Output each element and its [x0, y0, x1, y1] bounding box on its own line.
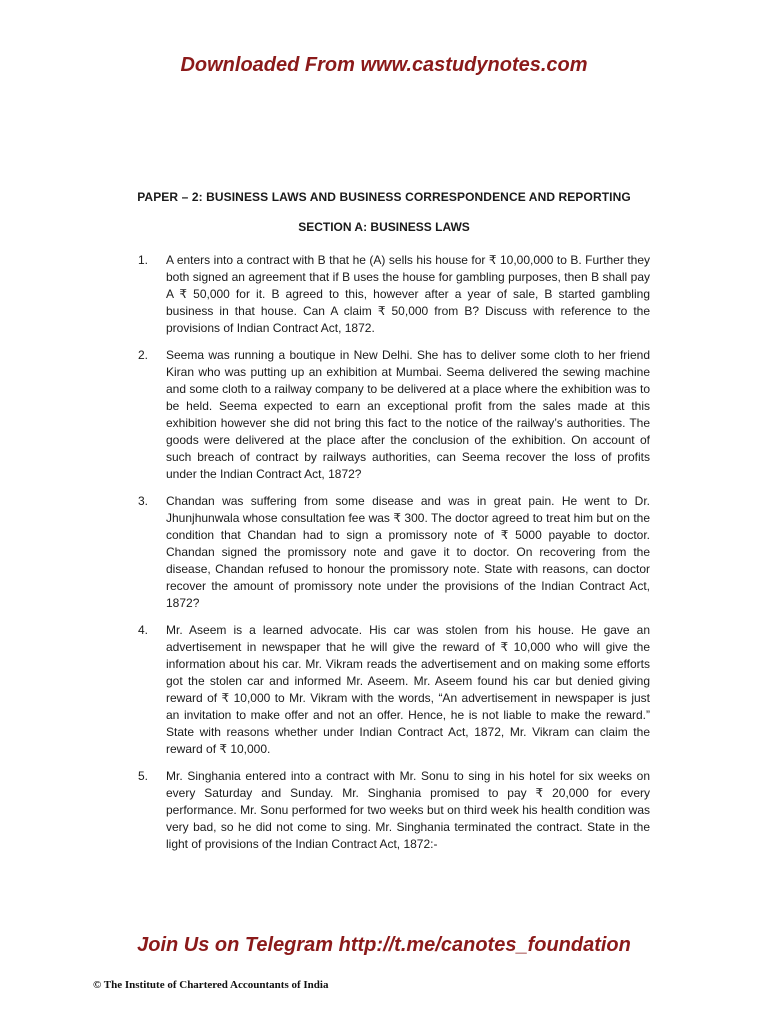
question-number: 4. [138, 623, 149, 637]
question-2 [138, 347, 650, 483]
question-text: Chandan was suffering from some disease and was in great pain. He went to Dr. Jhunjhunwala whose consultation fee was ₹ 300. The doctor agreed to treat him but on the condition that Chandan had to sign a promissory note of ₹ 5000 payable to doctor. Chandan signed the promissory note and gave it to doctor. On recovering from the disease, Chandan refused to honour the promissory note. State with reasons, can doctor recover the amount of promissory note under the provisions of the Indian Contract Act, 1872? [166, 494, 650, 610]
question-number: 1. [138, 253, 149, 267]
question-3 [138, 493, 650, 612]
question-text: Mr. Singhania entered into a contract with Mr. Sonu to sing in his hotel for six weeks on every Saturday and Sunday. Mr. Singhania promised to pay ₹ 20,000 for every performance. Mr. Sonu performed for two weeks but on third week his health condition was very bad, so he did not come to sing. Mr. Singhania terminated the contract. State in the light of provisions of the Indian Contract Act, 1872:- [166, 769, 650, 851]
copyright-footer: © The Institute of Chartered Accountants of India [93, 979, 329, 991]
question-list [138, 252, 650, 863]
question-number: 5. [138, 769, 149, 783]
question-number: 3. [138, 494, 149, 508]
paper-title: PAPER – 2: BUSINESS LAWS AND BUSINESS CORRESPONDENCE AND REPORTING [137, 190, 631, 204]
question-1 [138, 252, 650, 337]
question-5 [138, 768, 650, 853]
question-text: Mr. Aseem is a learned advocate. His car was stolen from his house. He gave an advertisement in newspaper that he will give the reward of ₹ 10,000 who will give the information about his car. Mr. Vikram reads the advertisement and on making some efforts got the stolen car and informed Mr. Aseem. Mr. Aseem found his car but denied giving reward of ₹ 10,000 to Mr. Vikram with the words, “An advertisement in newspaper is just an invitation to make offer and not an offer. Hence, he is not liable to make the reward.” State with reasons whether under Indian Contract Act, 1872, Mr. Vikram can claim the reward of ₹ 10,000. [166, 623, 650, 756]
question-text: Seema was running a boutique in New Delhi. She has to deliver some cloth to her friend Kiran who was putting up an exhibition at Mumbai. Seema delivered the sewing machine and some cloth to a railway company to be delivered at a place where the exhibition was to be held. Seema expected to earn an exceptional profit from the sales made at this exhibition however she did not bring this fact to the notice of the railway’s authorities. The goods were delivered at the place after the conclusion of the exhibition. On account of such breach of contract by railways authorities, can Seema recover the loss of profits under the Indian Contract Act, 1872? [166, 348, 650, 481]
section-title: SECTION A: BUSINESS LAWS [298, 220, 470, 234]
download-banner: Downloaded From www.castudynotes.com [180, 54, 588, 76]
question-text: A enters into a contract with B that he (A) sells his house for ₹ 10,00,000 to B. Further they both signed an agreement that if B uses the house for gambling purposes, then B shall pay A ₹ 50,000 for it. B agreed to this, however after a year of sale, B started gambling business in that house. Can A claim ₹ 50,000 from B? Discuss with reference to the provisions of Indian Contract Act, 1872. [166, 253, 650, 335]
telegram-banner[interactable]: Join Us on Telegram http://t.me/canotes_foundation [137, 934, 631, 956]
question-number: 2. [138, 348, 149, 362]
question-4 [138, 622, 650, 758]
